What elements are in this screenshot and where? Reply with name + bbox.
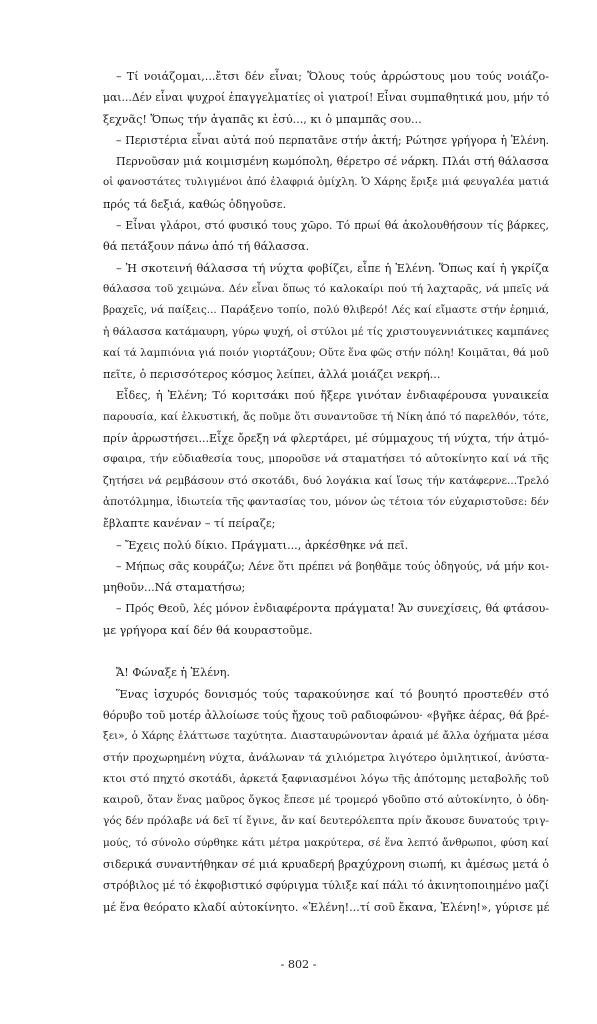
text-line: στρόβιλος μέ τό ἐκφοβιστικό σφύριγμα τύλιξε καί πάλι τό ἀκινητοποιημένο μαζί: [103, 879, 549, 893]
text-line: Ἕνας ἰσχυρός δονισμός τούς ταρακούνησε καί τό βουητό προστεθέν στό: [116, 687, 549, 701]
text-line: ξει», ὁ Χάρης ἐλάττωσε ταχύτητα. Διασταυρώνονταν ἀραιά μέ ἄλλα ὀχήματα μέσα: [103, 730, 549, 743]
text-line: – Τί νοιάζομαι,...ἔτσι δέν εἶναι; Ὅλους τούς ἀρρώστους μου τούς νοιάζο-: [116, 70, 549, 83]
text-line: Εἶδες, ἡ Ἑλένη; Τό κοριτσάκι πού ἤξερε γινόταν ἐνδιαφέρουσα γυναικεία: [116, 389, 549, 403]
paragraph-gap: [103, 641, 549, 662]
text-line: – Μήπως σᾶς κουράζω; Λένε ὅτι πρέπει νά βοηθᾶμε τούς ὁδηγούς, νά μήν κοι-: [116, 559, 549, 573]
text-line: σιδερικά συναντήθηκαν σέ μιά κρυαδερή βραχύχρονη σιωπή, κι ἀμέσως μετά ὁ: [103, 857, 549, 871]
text-line: μέ ἕνα θεόρατο κλαδί αὐτοκίνητο. «Ἑλένη!...τί σοῦ ἔκανα, Ἑλένη!», γύρισε μέ: [103, 900, 550, 914]
text-line: μηθοῦν...Νά σταματήσω;: [103, 581, 246, 595]
text-line: οἱ φανοστάτες τυλιγμένοι ἀπό ἐλαφριά ὁμίχλη. Ὁ Χάρης ἔριξε μιά φευγαλέα ματιά: [103, 176, 549, 189]
text-line: – Πρός Θεοῦ, λές μόνον ἐνδιαφέροντα πράγματα! Ἄν συνεχίσεις, θά φτάσου-: [116, 602, 549, 616]
text-line: πρίν ἀρρωστήσει...Εἶχε ὄρεξη νά φλερτάρει, μέ σύμμαχους τή νύχτα, τήν ἀτμό-: [103, 432, 549, 446]
text-line: ξεχνᾶς! Ὅπως τήν ἀγαπᾶς κι ἐσύ..., κι ὁ μπαμπᾶς σου...: [103, 112, 422, 126]
text-line: – Ἡ σκοτεινή θάλασσα τή νύχτα φοβίζει, εἶπε ἡ Ἑλένη. Ὅπως καί ἡ γκρίζα: [116, 261, 549, 275]
text-line: ἡ θάλασσα κατάμαυρη, γύρω ψυχή, οἱ στύλοι μέ τίς χριστουγεννιάτικες καμπάνες: [103, 325, 549, 338]
text-line: βραχεῖς, νά παίξεις... Παράξενο τοπίο, πολύ θλιβερό! Λές καί εἴμαστε στήν ἐρημιά,: [103, 304, 549, 317]
text-line: θάλασσα τοῦ χειμώνα. Δέν εἶναι ὅπως τό καλοκαίρι πού τή λαχταρᾶς, νά μπεῖς νά: [103, 282, 549, 295]
text-line: θά πετάξουν πάνω ἀπό τή θάλασσα.: [103, 240, 310, 254]
text-line: γός δέν πρόλαβε νά δεῖ τί ἔγινε, ἄν καί δευτερόλεπτα πρίν ἄκουσε δυνατούς τριγ-: [103, 815, 549, 828]
text-line: ἀποτόλμημα, ἰδιωτεία τῆς φαντασίας του, μόνον ὡς τέτοια τόν εὐχαριστοῦσε: δέν: [103, 495, 549, 508]
text-line: μούς, τό σύνολο σύρθηκε κάτι μέτρα μακρύτερα, σέ ἕνα λεπτό ἄνθρωποι, φύση καί: [103, 836, 549, 849]
text-line: στήν προχωρημένη νύχτα, ἀνάλωναν τά χιλιόμετρα λιγότερο ὁμιλητικοί, ἀνύστα-: [103, 751, 549, 764]
text-line: – Περιστέρια εἶναι αὐτά πού περπατᾶνε στήν ἀκτή; Ρώτησε γρήγορα ἡ Ἑλένη.: [116, 133, 549, 147]
text-line: καί τά λαμπιόνια γιά ποιόν γιορτάζουν; Οὔτε ἕνα φῶς στήν πόλη! Κοιμᾶται, θά μοῦ: [103, 346, 549, 359]
text-line: κτοι στό πηχτό σκοτάδι, ἀρκετά ξαφνιασμένοι λόγω τῆς ἀπότομης μεταβολῆς τοῦ: [103, 772, 549, 785]
text-line: ἔβλαπτε κανέναν – τί πείραζε;: [103, 517, 276, 531]
text-line: παρουσία, καί ἑλκυστική, ἄς ποῦμε ὅτι συναντοῦσε τή Νίκη ἀπό τό παρελθόν, τότε,: [103, 410, 549, 423]
text-line: – Ἔχεις πολύ δίκιο. Πράγματι..., ἀρκέσθηκε νά πεῖ.: [116, 538, 409, 552]
text-line: – Εἶναι γλάροι, στό φυσικό τους χῶρο. Τό πρωί θά ἀκολουθήσουν τίς βάρκες,: [116, 219, 549, 233]
text-line: πρός τά δεξιά, καθώς ὁδηγοῦσε.: [103, 197, 287, 211]
text-line: Ἄ! Φώναξε ἡ Ἑλένη.: [116, 666, 231, 680]
text-line: καιροῦ, ὅταν ἕνας μαῦρος ὄγκος ἔπεσε μέ τρομερό γδοῦπο στό αὐτοκίνητο, ὁ ὁδη-: [103, 794, 549, 807]
body-text: [103, 66, 549, 918]
text-line: μαι...Δέν εἶναι ψυχροί ἐπαγγελματίες οἱ γιατροί! Εἶναι συμπαθητικά μου, μήν τό: [103, 91, 550, 105]
text-line: με γρήγορα καί δέν θά κουραστοῦμε.: [103, 623, 313, 637]
page-number: - 802 -: [280, 958, 317, 971]
text-line: θόρυβο τοῦ μοτέρ ἀλλοίωσε τούς ἤχους τοῦ ραδιοφώνου· «βγῆκε ἀέρας, θά βρέ-: [103, 708, 549, 722]
text-line: σφαιρα, τήν εὐδιαθεσία τους, μποροῦσε νά σταματήσει τό αὐτοκίνητο καί νά τῆς: [103, 453, 549, 466]
text-line: Περνοῦσαν μιά κοιμισμένη κωμόπολη, θέρετρο σέ νάρκη. Πλάι στή θάλασσα: [116, 155, 549, 169]
text-line: πεῖτε, ὁ περισσότερος κόσμος λείπει, ἀλλά μοιάζει νεκρή...: [103, 368, 441, 382]
text-line: ζητήσει νά ρεμβάσουν στό σκοτάδι, δυό λογάκια καί ἴσως τήν κατάφερνε...Τρελό: [103, 474, 549, 487]
